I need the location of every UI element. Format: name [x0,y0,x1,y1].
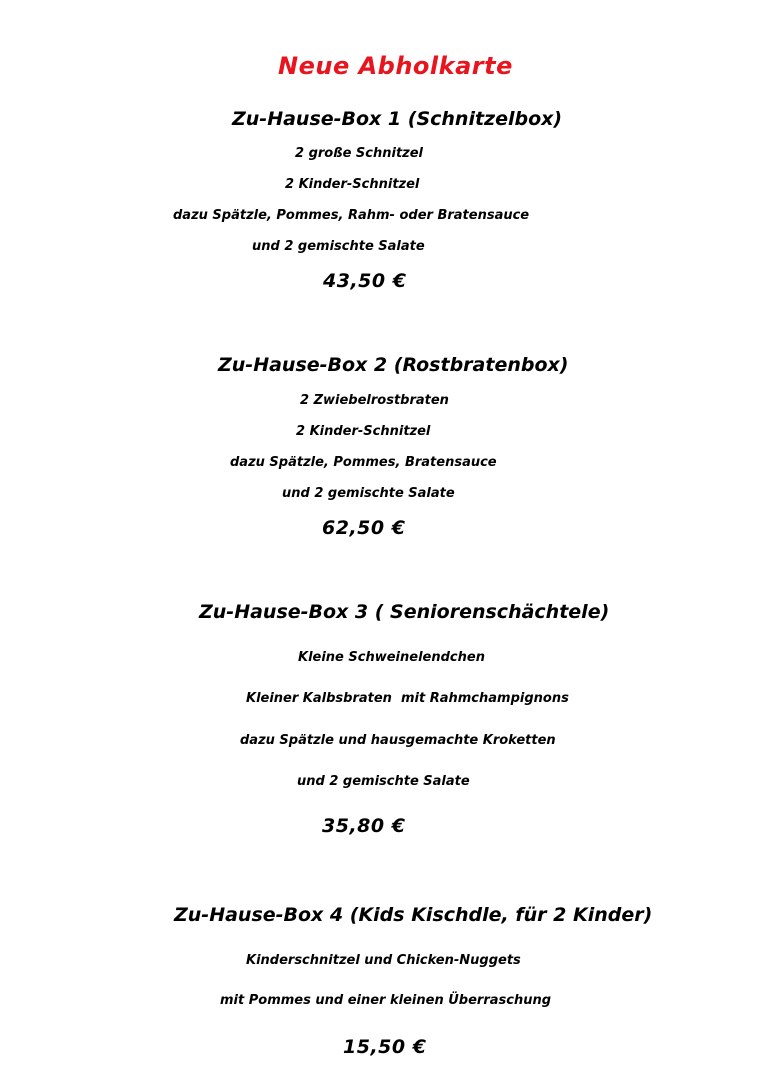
box-2-price: 62,50 € [322,517,406,539]
page-title: Neue Abholkarte [278,52,513,80]
box-3-price: 35,80 € [322,815,406,837]
box-1-line-4: und 2 gemischte Salate [252,239,425,254]
box-3-line-2: Kleiner Kalbsbraten mit Rahmchampignons [246,691,569,706]
box-1-line-1: 2 große Schnitzel [295,146,424,161]
box-1-price: 43,50 € [323,270,407,292]
box-4-line-2: mit Pommes und einer kleinen Überraschung [220,993,552,1008]
box-1-line-2: 2 Kinder-Schnitzel [285,177,420,192]
box-3-line-3: dazu Spätzle und hausgemachte Kroketten [240,733,556,748]
box-2-line-1: 2 Zwiebelrostbraten [300,393,449,408]
box-4-line-1: Kinderschnitzel und Chicken-Nuggets [246,953,521,968]
box-4-heading: Zu-Hause-Box 4 (Kids Kischdle, für 2 Kinder) [174,904,653,926]
box-3-line-1: Kleine Schweinelendchen [298,650,485,665]
box-4-price: 15,50 € [343,1036,427,1058]
box-3-heading: Zu-Hause-Box 3 ( Seniorenschächtele) [199,601,610,623]
box-1-heading: Zu-Hause-Box 1 (Schnitzelbox) [232,108,563,130]
box-1-line-3: dazu Spätzle, Pommes, Rahm- oder Bratensauce [173,208,530,223]
box-2-line-3: dazu Spätzle, Pommes, Bratensauce [230,455,497,470]
box-3-line-4: und 2 gemischte Salate [297,774,470,789]
box-2-line-2: 2 Kinder-Schnitzel [296,424,431,439]
box-2-heading: Zu-Hause-Box 2 (Rostbratenbox) [218,354,569,376]
box-2-line-4: und 2 gemischte Salate [282,486,455,501]
